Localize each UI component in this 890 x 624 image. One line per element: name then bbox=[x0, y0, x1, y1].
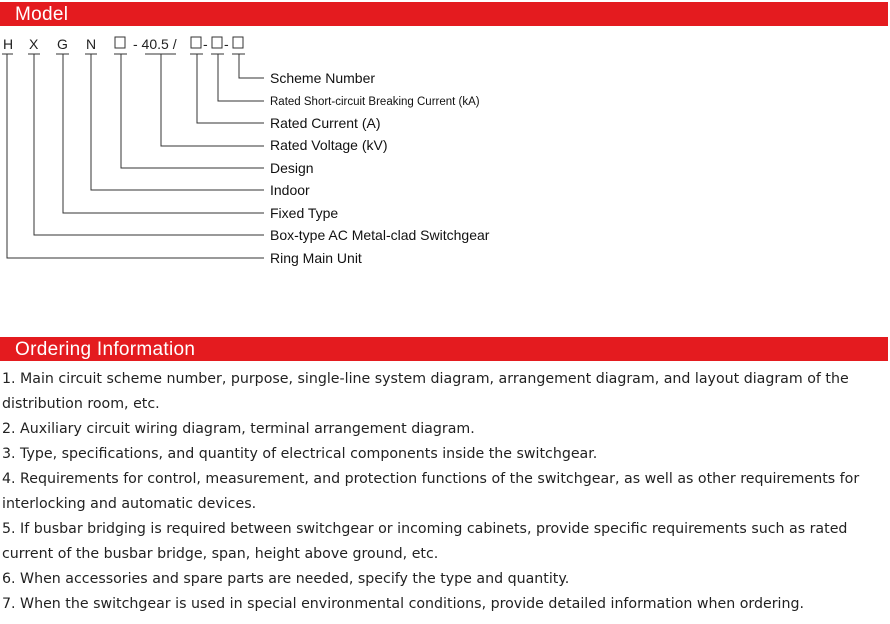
code-separator-2: - bbox=[224, 36, 229, 52]
ordering-item: 3. Type, specifications, and quantity of electrical components inside the switchgear. bbox=[2, 446, 598, 462]
scheme-box bbox=[233, 37, 243, 48]
leader-rated-voltage bbox=[161, 54, 264, 146]
model-section-header bbox=[0, 2, 888, 26]
design-box bbox=[115, 37, 125, 48]
ordering-section-header bbox=[0, 337, 888, 361]
model-code-diagram bbox=[0, 30, 560, 270]
legend-indoor: Indoor bbox=[270, 182, 310, 198]
ordering-item: 5. If busbar bridging is required between switchgear or incoming cabinets, provide specific requirements such as rated current of the busbar bridge, span, height above ground, etc. bbox=[2, 521, 848, 562]
leader-box-type bbox=[34, 54, 264, 235]
legend-rated-voltage: Rated Voltage (kV) bbox=[270, 137, 388, 153]
code-voltage-part: - 40.5 / bbox=[133, 36, 177, 52]
ordering-item: 2. Auxiliary circuit wiring diagram, terminal arrangement diagram. bbox=[2, 421, 475, 437]
leader-rated-current bbox=[197, 54, 264, 123]
leader-scheme-number bbox=[239, 54, 264, 78]
leader-indoor bbox=[91, 54, 264, 190]
ordering-item: 6. When accessories and spare parts are needed, specify the type and quantity. bbox=[2, 571, 570, 587]
legend-box-type: Box-type AC Metal-clad Switchgear bbox=[270, 227, 490, 243]
legend-fixed-type: Fixed Type bbox=[270, 205, 339, 221]
ordering-list bbox=[2, 367, 887, 617]
code-letter-g: G bbox=[57, 36, 68, 52]
leader-ring-main-unit bbox=[7, 54, 264, 258]
ordering-item: 4. Requirements for control, measurement, and protection functions of the switchgear, as well as other requirements for interlocking and automatic devices. bbox=[2, 471, 860, 512]
code-separator-1: - bbox=[203, 36, 208, 52]
code-letter-x: X bbox=[29, 36, 39, 52]
legend-scheme-number: Scheme Number bbox=[270, 70, 376, 86]
ordering-item: 7. When the switchgear is used in special environmental conditions, provide detailed information when ordering. bbox=[2, 596, 804, 612]
legend-rated-current: Rated Current (A) bbox=[270, 115, 381, 131]
leader-fixed-type bbox=[63, 54, 264, 213]
ordering-item: 1. Main circuit scheme number, purpose, single-line system diagram, arrangement diagram, and layout diagram of the distribution room, etc. bbox=[2, 371, 849, 412]
legend-ring-main-unit: Ring Main Unit bbox=[270, 250, 362, 266]
breaking-current-box bbox=[212, 37, 222, 48]
leader-design bbox=[121, 54, 264, 168]
model-section-title: Model bbox=[15, 4, 69, 25]
legend-breaking-current: Rated Short-circuit Breaking Current (kA) bbox=[270, 96, 480, 108]
current-box bbox=[191, 37, 201, 48]
legend-design: Design bbox=[270, 160, 314, 176]
ordering-section-title: Ordering Information bbox=[15, 339, 196, 360]
code-letter-h: H bbox=[3, 36, 14, 52]
code-letter-n: N bbox=[86, 36, 97, 52]
